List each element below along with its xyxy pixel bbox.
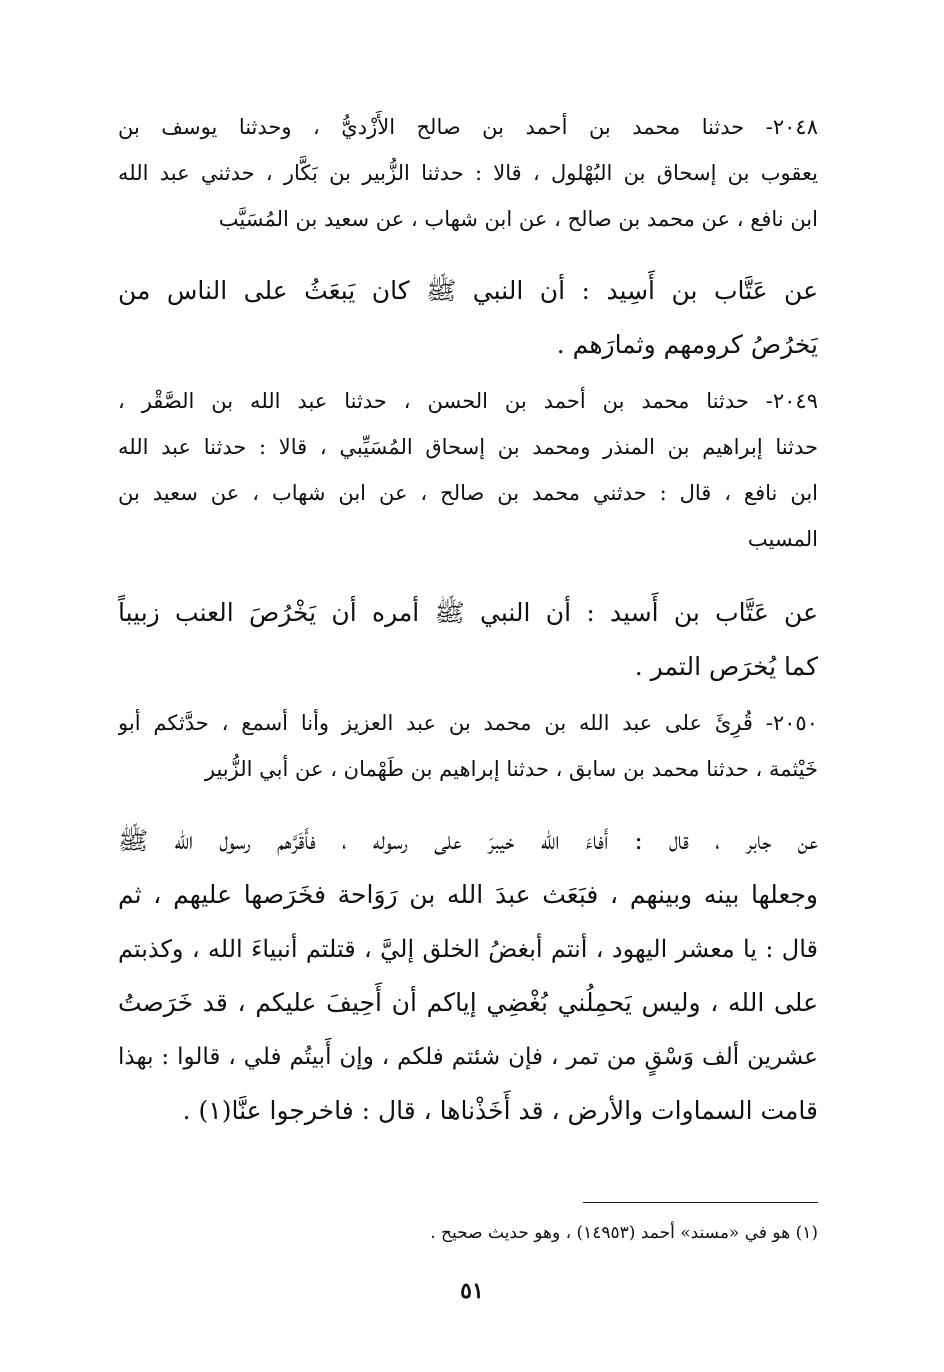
isnad-line: ابن نافع ، عن محمد بن صالح ، عن ابن شهاب ، عن سعيد بن المُسَيَّب: [218, 207, 818, 231]
hadith-2049-matn: [118, 586, 818, 694]
isnad-line: ٢٠٥٠- قُرِئَ على عبد الله بن محمد بن عبد العزيز وأنا أسمع ، حدَّثكم أبو: [118, 711, 818, 735]
footnote-divider: [583, 1202, 818, 1203]
matn-line: عن عَتَّاب بن أَسيد : أن النبي ﷺ أمره أن يَخْرُصَ العنب زبيباً: [118, 598, 818, 627]
matn-line: عن عَتَّاب بن أَسِيد : أن النبي ﷺ كان يَبعَثُ على الناس من: [118, 276, 818, 305]
isnad-line: ٢٠٤٩- حدثنا محمد بن أحمد بن الحسن ، حدثنا عبد الله بن الصَّقْر ،: [118, 389, 818, 413]
isnad-line: يعقوب بن إسحاق بن البُهْلول ، قالا : حدثنا الزُّبير بن بَكَّار ، حدثني عبد الله: [118, 161, 818, 185]
isnad-line: ابن نافع ، قال : حدثني محمد بن صالح ، عن ابن شهاب ، عن سعيد بن: [118, 481, 818, 505]
matn-line: قامت السماوات والأرض ، قد أَخَذْناها ، قال : فاخرجوا عنَّا(١) .: [182, 1096, 818, 1125]
hadith-2048-matn: [118, 264, 818, 372]
isnad-line: حدثنا إبراهيم بن المنذر ومحمد بن إسحاق المُسَيِّبي ، قالا : حدثنا عبد الله: [118, 435, 818, 459]
isnad-line: المسيب: [747, 527, 818, 551]
hadith-2050-matn: [118, 814, 818, 1138]
page-number: ٥١: [460, 1278, 484, 1304]
matn-line: يَخرُصُ كرومهم وثمارَهم .: [556, 330, 818, 359]
footnote: (١) هو في «مسند» أحمد (١٤٩٥٣) ، وهو حديث صحيح .: [430, 1223, 818, 1243]
matn-line: وجعلها بينه وبينهم ، فبَعَث عبدَ الله بن رَوَاحة فخَرَصها عليهم ، ثم: [118, 880, 818, 909]
hadith-2050-isnad: [118, 700, 818, 792]
hadith-2049-isnad: [118, 378, 818, 562]
isnad-line: خَيْثمة ، حدثنا محمد بن سابق ، حدثنا إبراهيم بن طَهْمان ، عن أبي الزُّبير: [204, 757, 818, 781]
isnad-line: ٢٠٤٨- حدثنا محمد بن أحمد بن صالح الأَزْديُّ ، وحدثنا يوسف بن: [118, 115, 818, 139]
matn-line: قال : يا معشر اليهود ، أنتم أبغضُ الخلق إليَّ ، قتلتم أنبياءَ الله ، وكذبتم: [118, 935, 818, 963]
matn-line: على الله ، وليس يَحمِلُني بُغْضِي إياكم أن أَحِيفَ عليكم ، قد خَرَصتُ: [118, 988, 818, 1017]
matn-line: عن جابر ، قال : أَفاءَ الله خيبرَ على رسوله ، فأَقَرَّهم رسول الله ﷺ: [118, 826, 818, 855]
matn-line: عشرين ألف وَسْقٍ من تمر ، فإن شئتم فلكم ، وإن أَبيتُم فلي ، قالوا : بهذا: [118, 1044, 818, 1070]
hadith-2048-isnad: [118, 104, 818, 242]
matn-line: كما يُخرَص التمر .: [634, 652, 818, 681]
